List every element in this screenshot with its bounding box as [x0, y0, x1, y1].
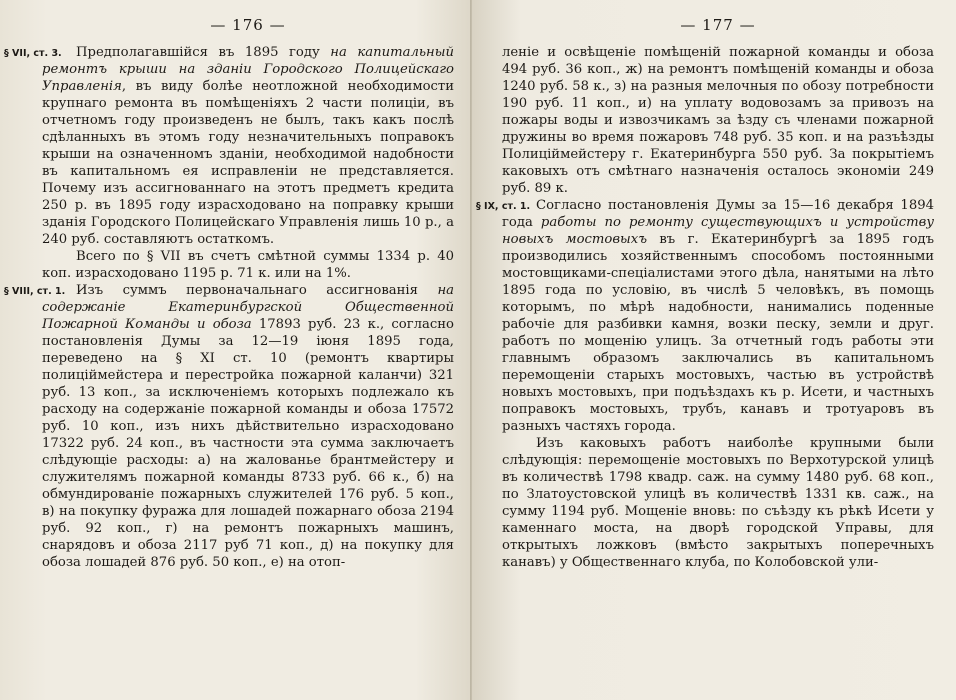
- italic-text: на содержаніе Екатеринбургской Общественной Пожарной Команды и обоза: [42, 283, 454, 332]
- paragraph-ix-works: [502, 435, 934, 571]
- paragraph-ix-1: [476, 197, 934, 435]
- text: Предполагавшійся въ 1895 году: [76, 45, 331, 60]
- text: Всего по § VII въ счетъ смѣтной суммы 1334 р. 40 коп. израсходовано 1195 р. 71 к. или на 1%.: [42, 249, 454, 281]
- paragraph-vii-3: [4, 44, 454, 248]
- margin-note: § VIII, ст. 1.: [4, 286, 66, 297]
- italic-text: на капитальный ремонтъ крыши на зданіи Городского Полицейскаго Управленія: [42, 45, 454, 94]
- text: , въ виду болѣе неотложной необходимости крупнаго ремонта въ помѣщеніяхъ 2 части полиціи, въ отчетномъ году произведенъ не былъ, такъ какъ послѣ сдѣланныхъ въ этомъ году незначительныхъ поправокъ крыши на означенномъ зданіи, необходимой надобности въ капитальномъ ея исправленіи не представляется. Почему изъ ассигнованнаго на этотъ предметъ кредита 250 р. въ 1895 году израсходовано на поправку крыши зданія Городского Полицейскаго Управленія лишь 10 р., а 240 руб. составляютъ остаткомъ.: [42, 79, 454, 247]
- paragraph-vii-total: [42, 248, 454, 282]
- page-number-left: — 176 —: [210, 16, 286, 34]
- right-page: [472, 0, 956, 700]
- italic-text: работы по ремонту существующихъ и устройству новыхъ мостовыхъ: [502, 215, 934, 247]
- paragraph-viii-1: [4, 282, 454, 571]
- text: леніе и освѣщеніе помѣщеній пожарной команды и обоза 494 руб. 36 коп., ж) на ремонтъ помѣщеній команды и обоза 1240 руб. 58 к., з) на разныя мелочныя по обозу потребности 190 руб. 11 коп., и) на уплату водовозамъ за привозъ на пожары воды и извозчикамъ за ѣзду съ членами пожарной дружины во время пожаровъ 748 руб. 35 коп. и на разъѣзды Полиціймейстеру г. Екатеринбурга 550 руб. За покрытіемъ каковыхъ отъ смѣтнаго назначенія осталось экономіи 249 руб. 89 к.: [502, 45, 934, 196]
- text: 17893 руб. 23 к., согласно постановленія Думы за 12—19 іюня 1895 года, переведено на § XI ст. 10 (ремонтъ квартиры полиціймейстера и перестройка пожарной каланчи) 321 руб. 13 коп., за исключеніемъ которыхъ подлежало къ расходу на содержаніе пожарной команды и обоза 17572 руб. 10 коп., изъ нихъ дѣйствительно израсходовано 17322 руб. 24 коп., въ частности эта сумма заключаетъ слѣдующіе расходы: а) на жалованье брантмейстеру и служителямъ пожарной команды 8733 руб. 66 к., б) на обмундированіе пожарныхъ служителей 176 руб. 5 коп., в) на покупку фуража для лошадей пожарнаго обоза 2194 руб. 92 коп., г) на ремонтъ пожарныхъ машинъ, снарядовъ и обоза 2117 руб 71 коп., д) на покупку для обоза лошадей 876 руб. 50 коп., е) на отоп-: [42, 317, 454, 570]
- paragraph-viii-continued: [502, 44, 934, 197]
- page-number-right: — 177 —: [680, 16, 756, 34]
- margin-note: § IX, ст. 1.: [476, 201, 531, 212]
- left-page: [0, 0, 472, 700]
- text: Согласно постановленія Думы за 15—16 декабря 1894 года: [502, 198, 934, 230]
- text: Изъ каковыхъ работъ наиболѣе крупными были слѣдующія: перемощеніе мостовыхъ по Верхотурской улицѣ въ количествѣ 1798 квадр. саж. на сумму 1480 руб. 68 коп., по Златоустовской улицѣ въ количествѣ 1331 кв. саж., на сумму 1194 руб. Мощеніе вновь: по съѣзду къ рѣкѣ Исети у каменнаго моста, на дворѣ городской Управы, для открытыхъ ложковъ (вмѣсто закрытыхъ поперечныхъ канавъ) у Общественнаго клуба, по Колобовской ули-: [502, 436, 934, 570]
- margin-note: § VII, ст. 3.: [4, 48, 62, 59]
- text: Изъ суммъ первоначальнаго ассигнованія: [76, 283, 438, 298]
- text: въ г. Екатеринбургѣ за 1895 годъ производились хозяйственнымъ способомъ постоянными мостовщиками-спеціалистами этого дѣла, нанятыми на лѣто 1895 года по условію, въ числѣ 5 человѣкъ, въ помощь которымъ, по мѣрѣ надобности, нанимались поденные рабочіе для разбивки камня, возки песку, земли и друг. работъ по мощенію улицъ. За отчетный годъ работы эти главнымъ образомъ заключались въ капитальномъ перемощеніи старыхъ мостовыхъ, частью въ устройствѣ новыхъ мостовыхъ, при подъѣздахъ къ р. Исети, и частныхъ поправокъ мостовыхъ, трубъ, канавъ и тротуаровъ въ разныхъ частяхъ города.: [502, 232, 934, 434]
